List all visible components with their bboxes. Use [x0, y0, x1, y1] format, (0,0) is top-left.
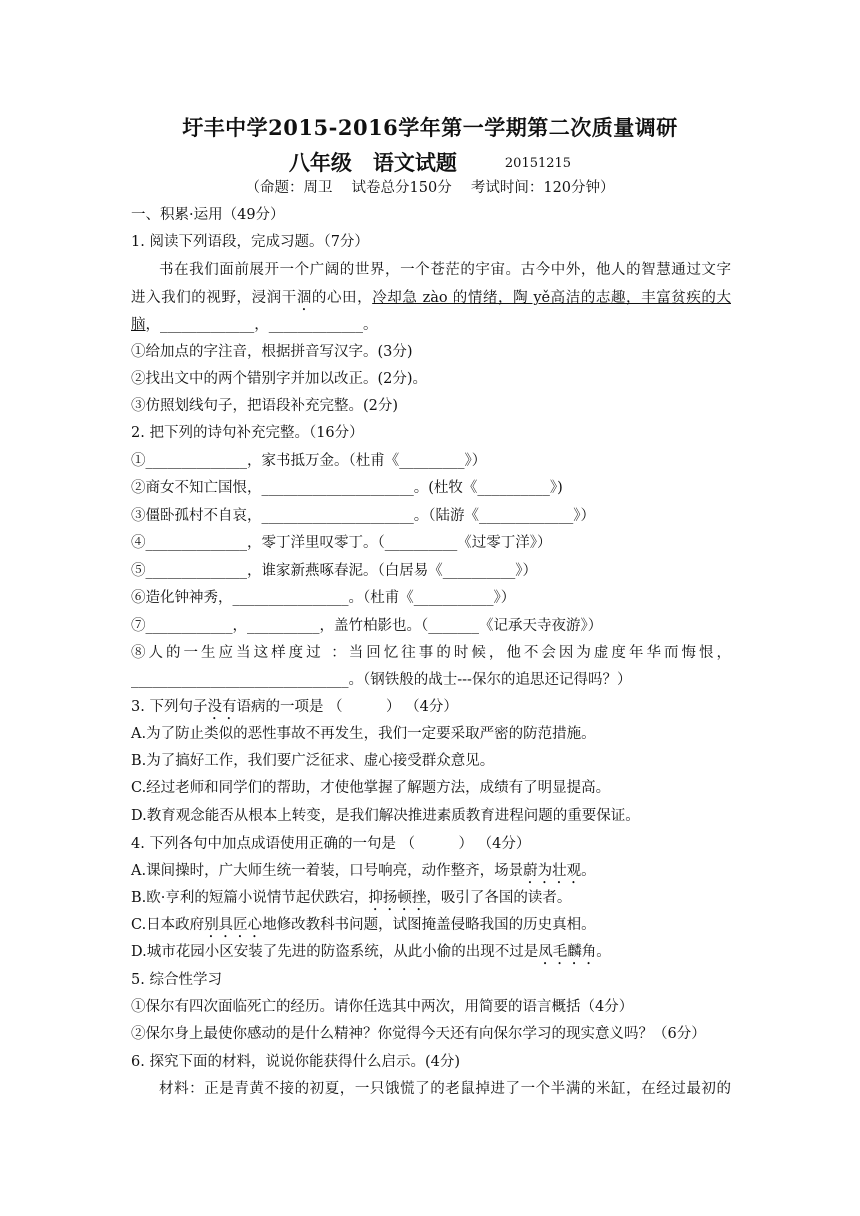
q1-sub-1: ①给加点的字注音，根据拼音写汉字。(3分) [131, 344, 413, 360]
option-text: A.课间操时，广大师生统一着装，口号响亮，动作整齐，场景 [131, 863, 524, 879]
dotted-idiom: 凤毛麟角 [538, 944, 597, 960]
q4-option-d [131, 942, 731, 968]
question-6-stem: 6. 探究下面的材料，说说你能获得什么启示。(4分) [131, 1054, 460, 1070]
dotted-char: 涸 [296, 290, 312, 306]
passage-text: 进入我们的视野，浸润干 [131, 290, 297, 306]
poem-item: ①______________，家书抵万金。（杜甫《_________》） [131, 453, 487, 469]
exam-date: 20151215 [504, 156, 572, 171]
poem-item-8-line-2: ______________________________。（钢铁般的战士---保尔的追思还记得吗？） [131, 672, 632, 688]
blank-fill: ，_____________，_____________。 [145, 317, 378, 333]
q1-sub-3: ③仿照划线句子，把语段补充完整。(2分) [131, 398, 399, 414]
q1-passage-line-1: 书在我们面前展开一个广阔的世界，一个苍茫的宇宙。古今中外，他人的智慧通过文字 [159, 262, 731, 278]
dotted-idiom: 蔚为壮观 [523, 863, 582, 879]
option-text: B.欧·亨利的短篇小说情节起伏跌宕， [131, 890, 369, 906]
question-3-stem [131, 697, 731, 723]
exam-subtitle [0, 147, 860, 177]
q3-option-a: A.为了防止类似的恶性事故不再发生，我们一定要采取严密的防范措施。 [131, 726, 596, 742]
poem-item: ④______________，零丁洋里叹零丁。（__________《过零丁洋》） [131, 535, 552, 551]
question-1-stem: 1. 阅读下列语段，完成习题。（7分） [131, 234, 369, 250]
question-4-stem: 4. 下列各句中加点成语使用正确的一句是 （ ） （4分） [131, 836, 531, 852]
passage-text: 的心田， [311, 290, 373, 306]
option-text: ，吸引了各国的读者。 [426, 890, 572, 906]
poem-item: ⑦____________，__________，盖竹柏影也。（_______《记承天寺夜游》） [131, 618, 603, 634]
q1-passage-line-3 [131, 315, 731, 335]
dotted-idiom: 别具匠心 [204, 917, 263, 933]
dotted-idiom: 抑扬顿挫 [368, 890, 427, 906]
option-text: 。 [596, 944, 611, 960]
underlined-sentence: 冷却急 zào 的情绪，陶 yě高洁的志趣，丰富贫疾的大 [372, 290, 731, 306]
q4-option-a [131, 861, 731, 887]
grade-subject: 八年级 语文试题 [288, 150, 457, 175]
poem-item-8-line-1: ⑧人的一生应当这样度过 ：当回忆往事的时候，他不会因为虚度年华而悔恨， [131, 645, 731, 661]
poem-item: ③僵卧孤村不自哀，_____________________。（陆游《_____________》） [131, 508, 595, 524]
exam-title: 圩丰中学2015-2016学年第一学期第二次质量调研 [182, 115, 678, 140]
q3-option-b: B.为了搞好工作，我们要广泛征求、虚心接受群众意见。 [131, 753, 495, 769]
stem-text: 语病的一项是 （ ） （4分） [236, 699, 458, 715]
poem-item: ⑤______________，谁家新燕啄春泥。（白居易《__________》） [131, 563, 537, 579]
underlined-sentence: 脑 [131, 317, 146, 333]
stem-text: 3. 下列句子 [131, 699, 208, 715]
q4-option-b [131, 888, 731, 914]
q6-material: 材料：正是青黄不接的初夏，一只饿慌了的老鼠掉进了一个半满的米缸，在经过最初的 [159, 1081, 731, 1097]
q5-sub-2: ②保尔身上最使你感动的是什么精神？你觉得今天还有向保尔学习的现实意义吗？（6分） [131, 1026, 706, 1042]
section-heading: 一、积累·运用（49分） [131, 207, 285, 223]
q3-option-d: D.教育观念能否从根本上转变，是我们解决推进素质教育进程问题的重要保证。 [131, 808, 640, 824]
dotted-word: 没有 [207, 699, 237, 715]
option-text: D.城市花园小区安装了先进的防盗系统，从此小偷的出现不过是 [131, 944, 539, 960]
q1-sub-2: ②找出文中的两个错别字并加以改正。(2分)。 [131, 371, 428, 387]
question-2-stem: 2. 把下列的诗句补充完整。（16分） [131, 425, 364, 441]
option-text: 地修改教科书问题，试图掩盖侵略我国的历史真相。 [262, 917, 596, 933]
poem-item: ⑥造化钟神秀，________________。（杜甫《___________》） [131, 590, 516, 606]
option-text: C.日本政府 [131, 917, 205, 933]
q3-option-c: C.经过老师和同学们的帮助，才使他掌握了解题方法，成绩有了明显提高。 [131, 780, 611, 796]
poem-item: ②商女不知亡国恨，_____________________。(杜牧《__________》) [131, 480, 563, 496]
option-text: 。 [581, 863, 596, 879]
exam-info: （命题：周卫 试卷总分150分 考试时间：120分钟） [245, 180, 615, 196]
q4-option-c [131, 915, 731, 941]
question-5-stem: 5. 综合性学习 [131, 972, 222, 988]
q5-sub-1: ①保尔有四次面临死亡的经历。请你任选其中两次，用简要的语言概括（4分） [131, 999, 634, 1015]
q1-passage-line-2 [131, 288, 731, 314]
